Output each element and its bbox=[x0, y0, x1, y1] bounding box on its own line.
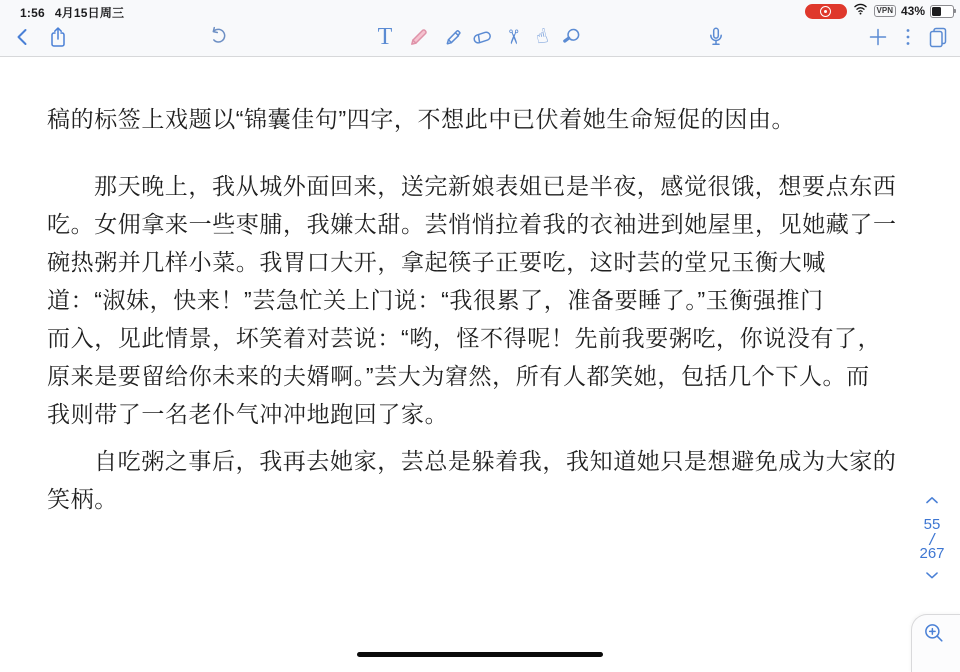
clock: 1:56 bbox=[20, 6, 45, 20]
eraser-icon bbox=[467, 22, 497, 52]
add-page-button[interactable] bbox=[865, 24, 891, 50]
text-line: 碗热粥并几样小菜。我胃口大开，拿起筷子正要吃，这时芸的堂兄玉衡大喊 bbox=[47, 249, 826, 275]
page-navigator bbox=[912, 492, 952, 587]
page-slash: / bbox=[929, 530, 935, 549]
home-indicator[interactable] bbox=[357, 652, 603, 657]
magnifier-plus-icon bbox=[921, 620, 947, 646]
back-button[interactable] bbox=[10, 24, 36, 50]
text-line: 我则带了一名老仆气冲冲地跑回了家。 bbox=[47, 401, 449, 427]
record-icon bbox=[820, 6, 831, 17]
total-pages: 267 bbox=[919, 545, 945, 562]
zoom-panel-corner bbox=[911, 614, 960, 672]
page-down-button[interactable] bbox=[912, 568, 952, 587]
microphone-icon bbox=[704, 25, 728, 49]
more-options-button[interactable] bbox=[895, 24, 921, 50]
page-up-button[interactable] bbox=[912, 492, 952, 511]
chevron-up-icon bbox=[922, 492, 942, 506]
plus-icon bbox=[866, 25, 890, 49]
highlighter-icon bbox=[441, 25, 465, 49]
page-indicator[interactable] bbox=[912, 517, 952, 562]
pencil-icon bbox=[407, 25, 431, 49]
paragraph-2 bbox=[47, 167, 913, 433]
date-label: 4月15日周三 bbox=[54, 6, 125, 20]
paragraph-1 bbox=[47, 100, 913, 138]
highlighter-tool-button[interactable] bbox=[440, 24, 466, 50]
pages-icon bbox=[926, 25, 950, 49]
battery-icon bbox=[930, 5, 954, 18]
undo-button[interactable] bbox=[205, 24, 231, 50]
vpn-badge: VPN bbox=[874, 5, 896, 17]
microphone-button[interactable] bbox=[703, 24, 729, 50]
pointing-hand-icon: ☝ bbox=[533, 24, 551, 50]
vertical-dots-icon bbox=[896, 25, 920, 49]
text-line: 那天晚上，我从城外面回来，送完新娘表姐已是半夜，感觉很饿，想要点东西 bbox=[94, 173, 897, 199]
battery-percent: 43% bbox=[900, 4, 925, 18]
status-bar-right bbox=[805, 2, 954, 20]
text-line: 道：“淑妹，快来！”芸急忙关上门说：“我很累了，准备要睡了。”玉衡强推门 bbox=[47, 287, 824, 313]
text-line: 吃。女佣拿来一些枣脯，我嫌太甜。芸悄悄拉着我的衣袖进到她屋里，见她藏了一 bbox=[47, 211, 897, 237]
text-line: 稿的标签上戏题以“锦囊佳句”四字，不想此中已伏着她生命短促的因由。 bbox=[47, 106, 796, 132]
status-bar-left bbox=[20, 4, 124, 21]
paragraph-3 bbox=[47, 442, 913, 518]
hand-tool-button[interactable] bbox=[529, 24, 555, 50]
magnifier-icon bbox=[557, 23, 584, 50]
scissors-icon: ✂ bbox=[500, 28, 523, 46]
wifi-icon bbox=[852, 2, 869, 20]
screen-recording-indicator[interactable] bbox=[805, 4, 847, 19]
eraser-tool-button[interactable] bbox=[469, 24, 495, 50]
header-bar bbox=[0, 0, 960, 57]
page-switcher-button[interactable] bbox=[925, 24, 951, 50]
pencil-tool-button[interactable] bbox=[406, 24, 432, 50]
text-line: 笑柄。 bbox=[47, 486, 118, 512]
text-line: 而入，见此情景，坏笑着对芸说：“哟，怪不得呢！先前我要粥吃，你说没有了， bbox=[47, 325, 882, 351]
scissors-tool-button[interactable] bbox=[499, 24, 525, 50]
text-tool-icon: T bbox=[377, 24, 393, 50]
text-line: 自吃粥之事后，我再去她家，芸总是躲着我，我知道她只是想避免成为大家的 bbox=[94, 448, 897, 474]
current-page: 55 bbox=[923, 516, 941, 533]
share-button[interactable] bbox=[45, 24, 71, 50]
text-line: 原来是要留给你未来的夫婿啊。”芸大为窘然，所有人都笑她，包括几个下人。而 bbox=[47, 363, 870, 389]
loupe-tool-button[interactable] bbox=[558, 24, 584, 50]
chevron-down-icon bbox=[922, 568, 942, 582]
text-tool-button[interactable] bbox=[372, 24, 398, 50]
zoom-in-button[interactable] bbox=[921, 620, 947, 646]
